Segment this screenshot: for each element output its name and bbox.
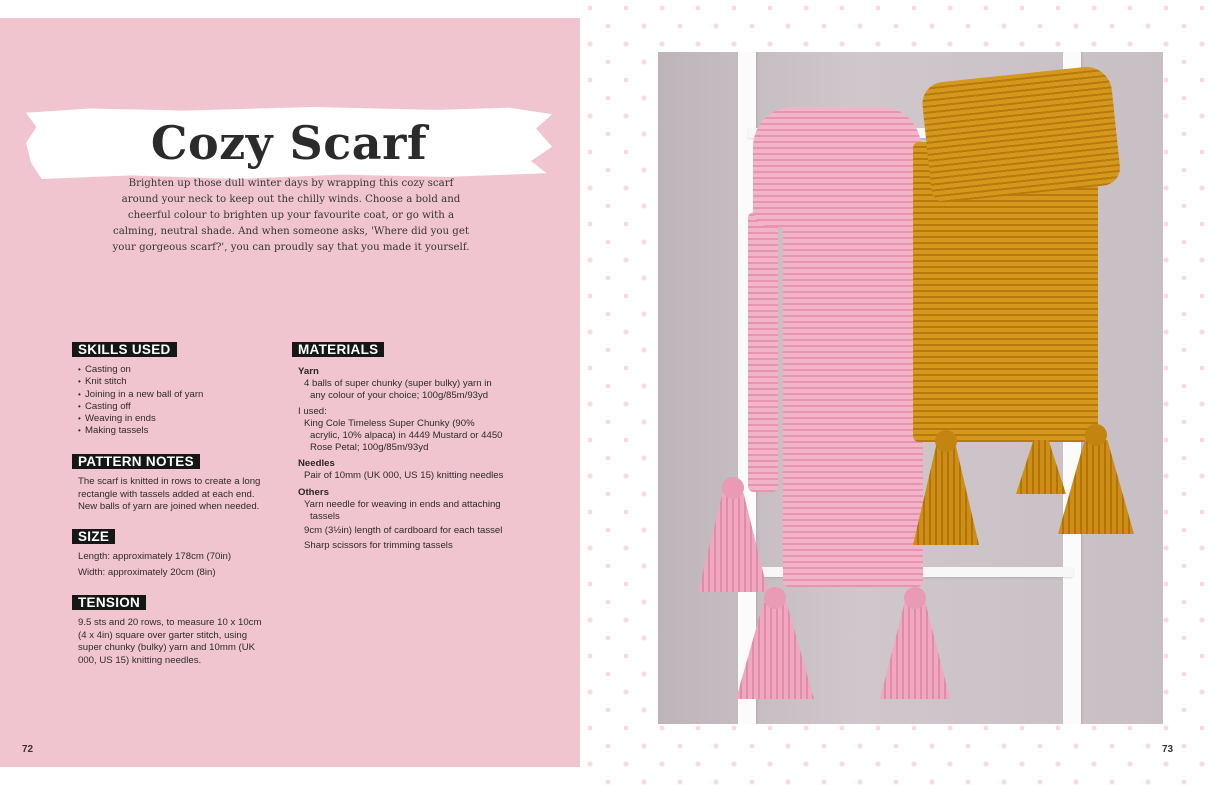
used-label: I used: — [298, 405, 327, 417]
tension-text: 9.5 sts and 20 rows, to measure 10 x 10cm (4 x 4in) square over garter stitch, using super chunky (bulky) yarn and 10mm (UK 000, US 15) knitting needles. — [78, 617, 262, 666]
pink-tassel-icon — [880, 587, 950, 699]
size-heading: SIZE — [72, 529, 115, 544]
mustard-scarf-fold — [920, 64, 1122, 203]
skill-item: • Joining in a new ball of yarn — [72, 389, 203, 401]
pink-scarf-tail — [748, 212, 778, 492]
skill-item: • Making tassels — [72, 425, 203, 437]
size-section — [72, 528, 272, 581]
others-item: Yarn needle for weaving in ends and attaching tassels — [304, 498, 501, 523]
size-length: Length: approximately 178cm (70in) — [78, 551, 232, 562]
mustard-tassel-icon — [913, 430, 979, 545]
yarn-label: Yarn — [298, 366, 319, 377]
skills-list — [72, 364, 203, 438]
skill-item: • Casting on — [72, 364, 203, 376]
page-number-right: 73 — [1162, 744, 1174, 755]
pattern-notes-text: The scarf is knitted in rows to create a long rectangle with tassels added at each end. New balls of yarn are joined when needed. — [78, 476, 261, 512]
size-width: Width: approximately 20cm (8in) — [78, 567, 216, 578]
tension-section — [72, 594, 272, 667]
tension-heading: TENSION — [72, 595, 146, 610]
skill-item: • Weaving in ends — [72, 413, 203, 425]
page-title: Cozy Scarf — [150, 116, 428, 170]
pink-scarf-fold — [753, 107, 921, 227]
skills-used-section — [72, 341, 203, 438]
used-item: King Cole Timeless Super Chunky (90% acrylic, 10% alpaca) in 4449 Mustard or 4450 Rose Petal; 100g/85m/93yd — [304, 417, 503, 454]
pink-tassel-icon — [736, 587, 814, 699]
pattern-notes-heading: PATTERN NOTES — [72, 454, 200, 469]
others-label: Others — [298, 486, 329, 498]
needles-item: Pair of 10mm (UK 000, US 15) knitting needles — [304, 470, 504, 482]
others-item: Sharp scissors for trimming tassels — [304, 539, 453, 551]
mustard-tassel-icon — [1058, 424, 1134, 534]
skill-item: • Casting off — [72, 401, 203, 413]
needles-label: Needles — [298, 458, 335, 470]
materials-section — [292, 341, 507, 554]
pattern-notes-section — [72, 453, 272, 514]
scarves-photo — [658, 52, 1163, 724]
others-item: 9cm (3½in) length of cardboard for each tassel — [304, 525, 503, 537]
pink-scarf-body — [783, 212, 923, 587]
pink-tassel-icon — [698, 477, 768, 592]
yarn-item: 4 balls of super chunky (super bulky) yarn in any colour of your choice; 100g/85m/93yd — [304, 378, 492, 402]
page-number-left: 72 — [22, 744, 34, 755]
skills-used-heading: SKILLS USED — [72, 342, 177, 357]
materials-heading: MATERIALS — [292, 342, 384, 357]
skill-item: • Knit stitch — [72, 376, 203, 388]
intro-paragraph: Brighten up those dull winter days by wrapping this cozy scarf around your neck to keep out the chilly winds. Choose a bold and cheerful colour to brighten up your favourite coat, or go with a calming, neutral shade. And when someone asks, 'Where did you get your gorgeous scarf?', you can proudly say that you made it yourself. — [112, 178, 470, 253]
